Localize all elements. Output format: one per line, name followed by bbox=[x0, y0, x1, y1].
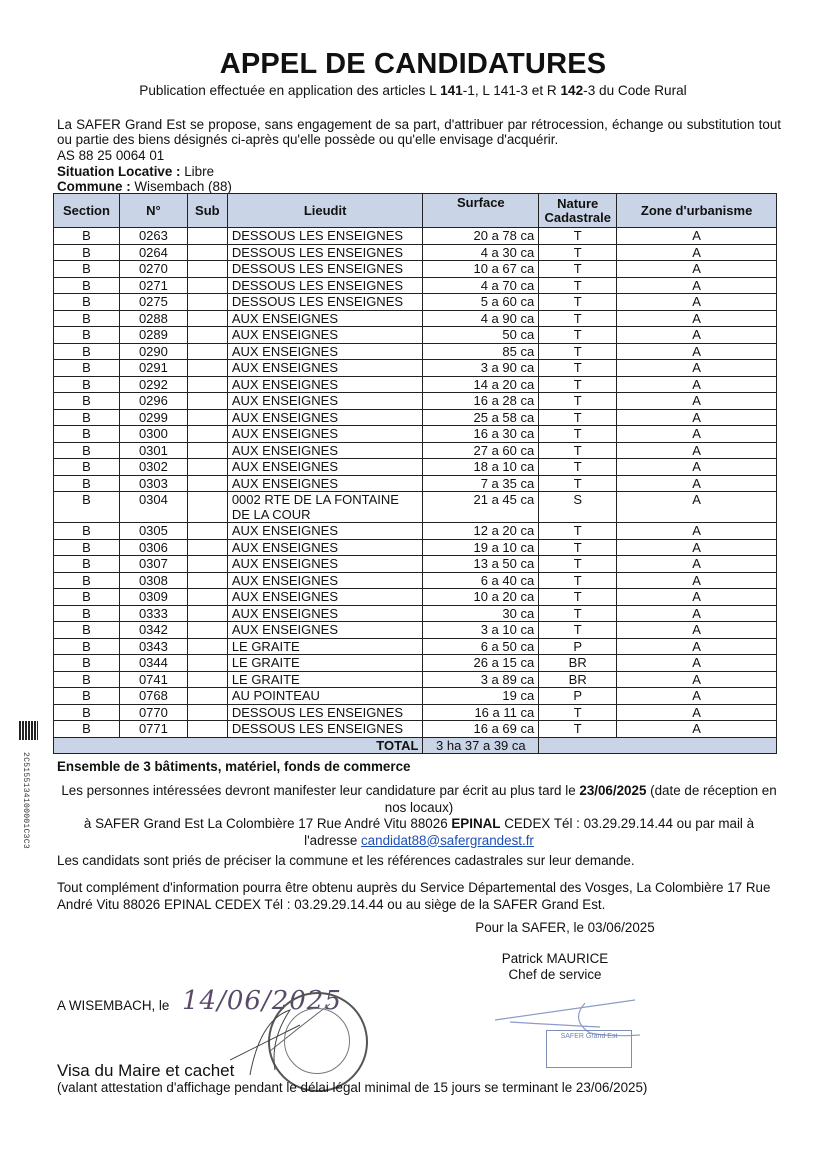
cell-lieudit: AUX ENSEIGNES bbox=[227, 310, 423, 327]
signatory-role: Chef de service bbox=[508, 967, 602, 982]
table-row bbox=[54, 343, 777, 360]
cell-sub bbox=[187, 277, 227, 294]
cell-number: 0770 bbox=[119, 704, 187, 721]
cell-zone: A bbox=[617, 310, 777, 327]
cell-nature: T bbox=[539, 228, 617, 245]
cell-lieudit: AUX ENSEIGNES bbox=[227, 327, 423, 344]
cell-nature: T bbox=[539, 409, 617, 426]
parcels-table bbox=[53, 193, 777, 754]
table-row bbox=[54, 589, 777, 606]
table-row bbox=[54, 475, 777, 492]
info-note: Tout complément d'information pourra être obtenu auprès du Service Départemental des Vosges, La Colombière 17 Rue André Vitu 88026 EPINAL CEDEX Tél : 03.29.29.14.44 ou au siège de la SAFER Grand Est. bbox=[57, 880, 771, 912]
cell-section: B bbox=[54, 426, 120, 443]
cell-nature: T bbox=[539, 721, 617, 738]
cell-nature: T bbox=[539, 622, 617, 639]
cell-surface: 16 a 30 ca bbox=[423, 426, 539, 443]
safer-stamp bbox=[546, 1030, 632, 1068]
cell-lieudit: AUX ENSEIGNES bbox=[227, 393, 423, 410]
cell-surface: 16 a 69 ca bbox=[423, 721, 539, 738]
cell-surface: 6 a 40 ca bbox=[423, 572, 539, 589]
header-lieudit: Lieudit bbox=[227, 194, 423, 228]
cell-zone: A bbox=[617, 688, 777, 705]
cell-surface: 30 ca bbox=[423, 605, 539, 622]
cell-nature: T bbox=[539, 360, 617, 377]
cell-number: 0264 bbox=[119, 244, 187, 261]
table-row bbox=[54, 393, 777, 410]
address-text: à SAFER Grand Est La Colombière 17 Rue André Vitu 88026 bbox=[83, 816, 452, 831]
cell-lieudit: AUX ENSEIGNES bbox=[227, 539, 423, 556]
situation-label: Situation Locative : bbox=[57, 163, 181, 179]
table-row bbox=[54, 556, 777, 573]
cell-lieudit: AUX ENSEIGNES bbox=[227, 426, 423, 443]
cell-number: 0304 bbox=[119, 492, 187, 523]
cell-lieudit: LE GRAITE bbox=[227, 638, 423, 655]
cell-nature: T bbox=[539, 704, 617, 721]
cell-sub bbox=[187, 704, 227, 721]
cell-sub bbox=[187, 393, 227, 410]
cell-zone: A bbox=[617, 442, 777, 459]
cell-number: 0303 bbox=[119, 475, 187, 492]
cell-number: 0308 bbox=[119, 572, 187, 589]
cell-zone: A bbox=[617, 261, 777, 278]
table-row bbox=[54, 277, 777, 294]
cell-section: B bbox=[54, 459, 120, 476]
visa-label: Visa du Maire et cachet bbox=[57, 1061, 235, 1080]
cell-section: B bbox=[54, 393, 120, 410]
cell-number: 0307 bbox=[119, 556, 187, 573]
cell-surface: 5 a 60 ca bbox=[423, 294, 539, 311]
safer-stamp-text: SAFER Grand Est bbox=[560, 1033, 618, 1040]
header-nature: Nature Cadastrale bbox=[539, 194, 617, 228]
cell-zone: A bbox=[617, 343, 777, 360]
cell-section: B bbox=[54, 589, 120, 606]
signatory-name: Patrick MAURICE bbox=[501, 951, 609, 966]
cell-lieudit: AUX ENSEIGNES bbox=[227, 589, 423, 606]
candidature-paragraph bbox=[57, 783, 781, 849]
cell-zone: A bbox=[617, 244, 777, 261]
table-row bbox=[54, 721, 777, 738]
cell-nature: T bbox=[539, 327, 617, 344]
table-row bbox=[54, 622, 777, 639]
cell-sub bbox=[187, 310, 227, 327]
cell-number: 0741 bbox=[119, 671, 187, 688]
commune-value: Wisembach (88) bbox=[130, 179, 232, 194]
table-row bbox=[54, 688, 777, 705]
candidats-note: Les candidats sont priés de préciser la commune et les références cadastrales sur leur demande. bbox=[57, 853, 635, 868]
cell-lieudit: AUX ENSEIGNES bbox=[227, 523, 423, 540]
cell-lieudit: AUX ENSEIGNES bbox=[227, 409, 423, 426]
cell-surface: 4 a 90 ca bbox=[423, 310, 539, 327]
table-row bbox=[54, 327, 777, 344]
cell-nature: T bbox=[539, 556, 617, 573]
subtitle-text: -1, L 141-3 et R bbox=[462, 83, 561, 98]
deadline: 23/06/2025 bbox=[579, 783, 647, 798]
cell-sub bbox=[187, 655, 227, 672]
header-zone: Zone d'urbanisme bbox=[617, 194, 777, 228]
cell-sub bbox=[187, 294, 227, 311]
table-row bbox=[54, 409, 777, 426]
cell-surface: 4 a 30 ca bbox=[423, 244, 539, 261]
cell-surface: 85 ca bbox=[423, 343, 539, 360]
table-row bbox=[54, 360, 777, 377]
table-row bbox=[54, 459, 777, 476]
cell-surface: 20 a 78 ca bbox=[423, 228, 539, 245]
cell-nature: T bbox=[539, 459, 617, 476]
table-row bbox=[54, 539, 777, 556]
subtitle-bold: 141 bbox=[440, 83, 463, 98]
cell-surface: 14 a 20 ca bbox=[423, 376, 539, 393]
subtitle-text: Publication effectuée en application des articles L bbox=[139, 83, 441, 98]
cell-section: B bbox=[54, 261, 120, 278]
cell-number: 0271 bbox=[119, 277, 187, 294]
cell-sub bbox=[187, 459, 227, 476]
cell-section: B bbox=[54, 622, 120, 639]
margin-code: 2C5155134100001C3C3 bbox=[21, 752, 30, 849]
cell-sub bbox=[187, 556, 227, 573]
cell-section: B bbox=[54, 523, 120, 540]
cell-surface: 18 a 10 ca bbox=[423, 459, 539, 476]
cell-number: 0302 bbox=[119, 459, 187, 476]
cell-surface: 25 a 58 ca bbox=[423, 409, 539, 426]
cell-section: B bbox=[54, 721, 120, 738]
cell-lieudit: DESSOUS LES ENSEIGNES bbox=[227, 277, 423, 294]
cell-section: B bbox=[54, 475, 120, 492]
cell-sub bbox=[187, 442, 227, 459]
cell-surface: 13 a 50 ca bbox=[423, 556, 539, 573]
cell-zone: A bbox=[617, 605, 777, 622]
total-value: 3 ha 37 a 39 ca bbox=[423, 737, 539, 754]
cell-section: B bbox=[54, 294, 120, 311]
cell-surface: 7 a 35 ca bbox=[423, 475, 539, 492]
cell-number: 0344 bbox=[119, 655, 187, 672]
table-row bbox=[54, 492, 777, 523]
cell-sub bbox=[187, 539, 227, 556]
cell-zone: A bbox=[617, 556, 777, 573]
cell-section: B bbox=[54, 277, 120, 294]
subtitle-text: -3 du Code Rural bbox=[583, 83, 687, 98]
cell-surface: 6 a 50 ca bbox=[423, 638, 539, 655]
cell-zone: A bbox=[617, 327, 777, 344]
cell-sub bbox=[187, 261, 227, 278]
cell-lieudit: AUX ENSEIGNES bbox=[227, 376, 423, 393]
cell-sub bbox=[187, 409, 227, 426]
header-section: Section bbox=[54, 194, 120, 228]
cell-nature: T bbox=[539, 261, 617, 278]
cell-number: 0296 bbox=[119, 393, 187, 410]
cell-zone: A bbox=[617, 622, 777, 639]
cell-zone: A bbox=[617, 655, 777, 672]
ensemble-note: Ensemble de 3 bâtiments, matériel, fonds de commerce bbox=[57, 759, 411, 774]
cell-nature: T bbox=[539, 539, 617, 556]
cell-section: B bbox=[54, 310, 120, 327]
table-row bbox=[54, 244, 777, 261]
cell-section: B bbox=[54, 539, 120, 556]
cell-number: 0263 bbox=[119, 228, 187, 245]
cell-zone: A bbox=[617, 475, 777, 492]
cell-section: B bbox=[54, 492, 120, 523]
cell-number: 0301 bbox=[119, 442, 187, 459]
cell-zone: A bbox=[617, 426, 777, 443]
cell-section: B bbox=[54, 655, 120, 672]
header-surface: Surface bbox=[423, 194, 539, 228]
cell-lieudit: DESSOUS LES ENSEIGNES bbox=[227, 261, 423, 278]
cell-sub bbox=[187, 589, 227, 606]
cell-section: B bbox=[54, 343, 120, 360]
cell-sub bbox=[187, 343, 227, 360]
cell-surface: 27 a 60 ca bbox=[423, 442, 539, 459]
cell-sub bbox=[187, 638, 227, 655]
cell-sub bbox=[187, 523, 227, 540]
situation-value: Libre bbox=[180, 163, 215, 179]
intro-paragraph: La SAFER Grand Est se propose, sans engagement de sa part, d'attribuer par rétrocession, échange ou substitution tout ou partie des biens désignés ci-après qu'elle possède ou qu'elle envisage d'acquérir. bbox=[57, 117, 781, 147]
mairie-place-label: A WISEMBACH, le bbox=[57, 998, 170, 1013]
cell-sub bbox=[187, 376, 227, 393]
cell-surface: 12 a 20 ca bbox=[423, 523, 539, 540]
cell-lieudit: LE GRAITE bbox=[227, 671, 423, 688]
cell-number: 0768 bbox=[119, 688, 187, 705]
cell-zone: A bbox=[617, 228, 777, 245]
cell-lieudit: DESSOUS LES ENSEIGNES bbox=[227, 244, 423, 261]
cell-section: B bbox=[54, 556, 120, 573]
cell-zone: A bbox=[617, 360, 777, 377]
cell-number: 0288 bbox=[119, 310, 187, 327]
subtitle-bold: 142 bbox=[560, 83, 584, 98]
cell-surface: 19 a 10 ca bbox=[423, 539, 539, 556]
cell-surface: 10 a 67 ca bbox=[423, 261, 539, 278]
table-header-row bbox=[54, 194, 777, 228]
cell-zone: A bbox=[617, 671, 777, 688]
cell-number: 0333 bbox=[119, 605, 187, 622]
cell-nature: T bbox=[539, 605, 617, 622]
cell-number: 0292 bbox=[119, 376, 187, 393]
table-row bbox=[54, 655, 777, 672]
cell-nature: T bbox=[539, 589, 617, 606]
header-number: N° bbox=[119, 194, 187, 228]
cell-nature: S bbox=[539, 492, 617, 523]
cell-zone: A bbox=[617, 589, 777, 606]
table-row bbox=[54, 294, 777, 311]
cell-number: 0289 bbox=[119, 327, 187, 344]
cell-zone: A bbox=[617, 492, 777, 523]
candidature-text: (date de réception en nos locaux) bbox=[384, 783, 777, 815]
cell-sub bbox=[187, 228, 227, 245]
table-row bbox=[54, 638, 777, 655]
cell-section: B bbox=[54, 244, 120, 261]
cell-nature: T bbox=[539, 393, 617, 410]
cell-zone: A bbox=[617, 294, 777, 311]
cell-zone: A bbox=[617, 523, 777, 540]
cell-lieudit: AUX ENSEIGNES bbox=[227, 572, 423, 589]
cell-lieudit: AUX ENSEIGNES bbox=[227, 475, 423, 492]
cell-section: B bbox=[54, 442, 120, 459]
mayor-signature-icon bbox=[230, 1000, 310, 1080]
cell-lieudit: DESSOUS LES ENSEIGNES bbox=[227, 294, 423, 311]
table-row bbox=[54, 310, 777, 327]
cell-number: 0275 bbox=[119, 294, 187, 311]
cell-number: 0343 bbox=[119, 638, 187, 655]
cell-section: B bbox=[54, 228, 120, 245]
cell-lieudit: AUX ENSEIGNES bbox=[227, 605, 423, 622]
table-row bbox=[54, 605, 777, 622]
table-row bbox=[54, 442, 777, 459]
cell-nature: T bbox=[539, 475, 617, 492]
commune-label: Commune : bbox=[57, 179, 131, 194]
cell-lieudit: AUX ENSEIGNES bbox=[227, 360, 423, 377]
cell-section: B bbox=[54, 605, 120, 622]
cell-sub bbox=[187, 605, 227, 622]
table-row bbox=[54, 426, 777, 443]
cell-zone: A bbox=[617, 393, 777, 410]
candidature-text: Les personnes intéressées devront manifester leur candidature par écrit au plus tard le bbox=[61, 783, 580, 798]
table-row bbox=[54, 572, 777, 589]
cell-nature: T bbox=[539, 442, 617, 459]
cell-number: 0306 bbox=[119, 539, 187, 556]
cell-nature: T bbox=[539, 572, 617, 589]
cell-zone: A bbox=[617, 376, 777, 393]
cell-lieudit: AUX ENSEIGNES bbox=[227, 459, 423, 476]
cell-section: B bbox=[54, 638, 120, 655]
cell-nature: BR bbox=[539, 671, 617, 688]
table-row bbox=[54, 261, 777, 278]
cell-section: B bbox=[54, 704, 120, 721]
handwritten-date: 14/06/2025 bbox=[182, 986, 342, 1016]
total-label: TOTAL bbox=[54, 737, 423, 754]
cell-zone: A bbox=[617, 539, 777, 556]
cell-nature: T bbox=[539, 277, 617, 294]
page-subtitle bbox=[0, 83, 826, 98]
cell-number: 0300 bbox=[119, 426, 187, 443]
email-link[interactable]: candidat88@safergrandest.fr bbox=[360, 832, 534, 848]
cell-section: B bbox=[54, 572, 120, 589]
cell-surface: 16 a 11 ca bbox=[423, 704, 539, 721]
cell-nature: T bbox=[539, 244, 617, 261]
header-sub: Sub bbox=[187, 194, 227, 228]
cell-lieudit: AUX ENSEIGNES bbox=[227, 622, 423, 639]
cell-number: 0771 bbox=[119, 721, 187, 738]
total-row bbox=[54, 737, 777, 754]
safer-place-date: Pour la SAFER, le 03/06/2025 bbox=[475, 920, 655, 935]
cell-zone: A bbox=[617, 638, 777, 655]
cell-lieudit: DESSOUS LES ENSEIGNES bbox=[227, 721, 423, 738]
cell-nature: T bbox=[539, 310, 617, 327]
page-title: APPEL DE CANDIDATURES bbox=[219, 48, 607, 80]
cell-surface: 3 a 90 ca bbox=[423, 360, 539, 377]
cell-section: B bbox=[54, 376, 120, 393]
cell-number: 0309 bbox=[119, 589, 187, 606]
cell-sub bbox=[187, 721, 227, 738]
cell-number: 0291 bbox=[119, 360, 187, 377]
cell-sub bbox=[187, 688, 227, 705]
cell-sub bbox=[187, 572, 227, 589]
cell-number: 0342 bbox=[119, 622, 187, 639]
cell-lieudit: DESSOUS LES ENSEIGNES bbox=[227, 704, 423, 721]
cell-section: B bbox=[54, 688, 120, 705]
cell-number: 0305 bbox=[119, 523, 187, 540]
table-row bbox=[54, 523, 777, 540]
cell-number: 0270 bbox=[119, 261, 187, 278]
cell-zone: A bbox=[617, 572, 777, 589]
cell-section: B bbox=[54, 327, 120, 344]
visa-note: (valant attestation d'affichage pendant le délai légal minimal de 15 jours se terminant le 23/06/2025) bbox=[57, 1080, 648, 1095]
cell-section: B bbox=[54, 671, 120, 688]
table-row bbox=[54, 671, 777, 688]
cell-sub bbox=[187, 622, 227, 639]
cell-surface: 3 a 89 ca bbox=[423, 671, 539, 688]
table-row bbox=[54, 376, 777, 393]
reference-number: AS 88 25 0064 01 bbox=[57, 148, 165, 163]
cell-nature: T bbox=[539, 426, 617, 443]
cell-lieudit: LE GRAITE bbox=[227, 655, 423, 672]
cell-nature: T bbox=[539, 294, 617, 311]
cell-nature: BR bbox=[539, 655, 617, 672]
cell-number: 0290 bbox=[119, 343, 187, 360]
cell-surface: 4 a 70 ca bbox=[423, 277, 539, 294]
cell-nature: T bbox=[539, 376, 617, 393]
cell-surface: 50 ca bbox=[423, 327, 539, 344]
meta-block bbox=[57, 148, 232, 195]
cell-section: B bbox=[54, 360, 120, 377]
cell-nature: P bbox=[539, 638, 617, 655]
cell-lieudit: 0002 RTE DE LA FONTAINE DE LA COUR bbox=[227, 492, 423, 523]
cell-sub bbox=[187, 492, 227, 523]
situation-locative bbox=[57, 164, 232, 180]
cell-zone: A bbox=[617, 277, 777, 294]
cell-nature: T bbox=[539, 523, 617, 540]
cell-surface: 26 a 15 ca bbox=[423, 655, 539, 672]
address-city: EPINAL bbox=[451, 816, 501, 831]
cell-sub bbox=[187, 475, 227, 492]
table-row bbox=[54, 704, 777, 721]
cell-zone: A bbox=[617, 721, 777, 738]
cell-section: B bbox=[54, 409, 120, 426]
cell-zone: A bbox=[617, 409, 777, 426]
datamatrix-code-icon bbox=[19, 721, 38, 740]
cell-surface: 21 a 45 ca bbox=[423, 492, 539, 523]
cell-sub bbox=[187, 360, 227, 377]
table-row bbox=[54, 228, 777, 245]
cell-sub bbox=[187, 327, 227, 344]
cell-lieudit: AUX ENSEIGNES bbox=[227, 556, 423, 573]
cell-lieudit: AUX ENSEIGNES bbox=[227, 442, 423, 459]
cell-zone: A bbox=[617, 704, 777, 721]
cell-nature: T bbox=[539, 343, 617, 360]
cell-zone: A bbox=[617, 459, 777, 476]
cell-surface: 16 a 28 ca bbox=[423, 393, 539, 410]
cell-number: 0299 bbox=[119, 409, 187, 426]
cell-lieudit: AU POINTEAU bbox=[227, 688, 423, 705]
cell-lieudit: AUX ENSEIGNES bbox=[227, 343, 423, 360]
cell-sub bbox=[187, 671, 227, 688]
cell-sub bbox=[187, 244, 227, 261]
cell-surface: 3 a 10 ca bbox=[423, 622, 539, 639]
cell-surface: 10 a 20 ca bbox=[423, 589, 539, 606]
cell-surface: 19 ca bbox=[423, 688, 539, 705]
cell-sub bbox=[187, 426, 227, 443]
cell-lieudit: DESSOUS LES ENSEIGNES bbox=[227, 228, 423, 245]
total-empty bbox=[539, 737, 777, 754]
cell-nature: P bbox=[539, 688, 617, 705]
address-text: CEDEX Tél : 03.29.29.14.44 ou par mail à l'adresse bbox=[304, 816, 755, 848]
